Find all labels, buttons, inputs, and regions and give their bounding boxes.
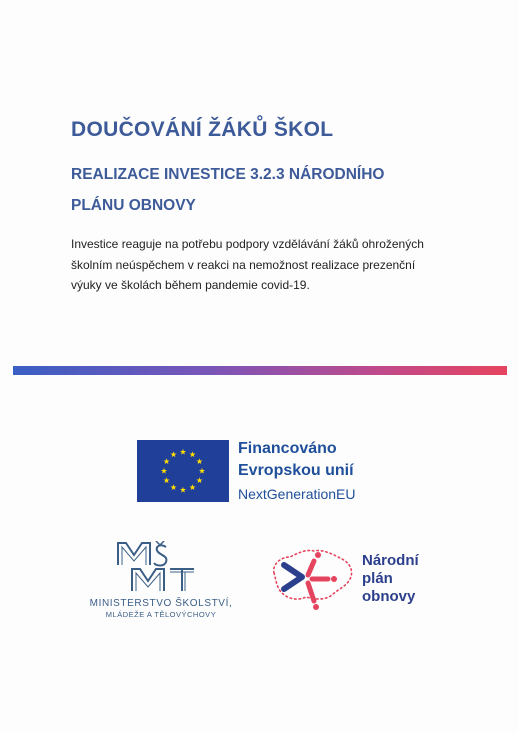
description-line: Investice reaguje na potřebu podpory vzdělávání žáků ohrožených — [71, 237, 424, 251]
eu-star-icon — [161, 468, 167, 474]
eu-star-icon — [189, 484, 195, 490]
eu-star-icon — [189, 451, 195, 457]
eu-flag-icon — [137, 440, 229, 502]
page-title: DOUČOVÁNÍ ŽÁKŮ ŠKOL — [71, 118, 334, 141]
eu-line-financovano: Financováno — [238, 440, 337, 457]
eu-star-icon — [170, 451, 176, 457]
eu-line-nextgeneration: NextGenerationEU — [238, 486, 356, 502]
npo-name-line: Národní — [362, 552, 419, 569]
eu-star-icon — [199, 468, 205, 474]
eu-funding-text — [238, 438, 356, 505]
eu-star-icon — [164, 477, 170, 483]
msmt-name-line: MINISTERSTVO ŠKOLSTVÍ, — [89, 598, 233, 609]
subtitle-line: PLÁNU OBNOVY — [71, 197, 196, 214]
eu-star-icon — [180, 487, 186, 493]
subtitle-line: REALIZACE INVESTICE 3.2.3 NÁRODNÍHO — [71, 166, 385, 183]
msmt-logo-icon — [112, 541, 198, 593]
description-paragraph — [71, 234, 491, 296]
eu-star-icon — [180, 449, 186, 455]
msmt-name — [75, 598, 247, 620]
eu-star-icon — [170, 484, 176, 490]
npo-name-line: plán — [362, 570, 393, 587]
page-subtitle — [71, 159, 471, 221]
npo-name — [362, 552, 419, 606]
narodni-plan-obnovy-logo-icon — [268, 543, 356, 615]
eu-star-icon — [196, 477, 202, 483]
gradient-divider — [13, 366, 507, 375]
description-line: výuky ve školách během pandemie covid-19. — [71, 278, 310, 292]
eu-star-icon — [196, 458, 202, 464]
msmt-name-line: MLÁDEŽE A TĚLOVÝCHOVY — [105, 610, 217, 619]
eu-line-evropskou-unii: Evropskou unií — [238, 462, 354, 479]
npo-name-line: obnovy — [362, 588, 416, 605]
eu-star-icon — [164, 458, 170, 464]
description-line: školním neúspěchem v reakci na nemožnost realizace prezenční — [71, 257, 416, 272]
